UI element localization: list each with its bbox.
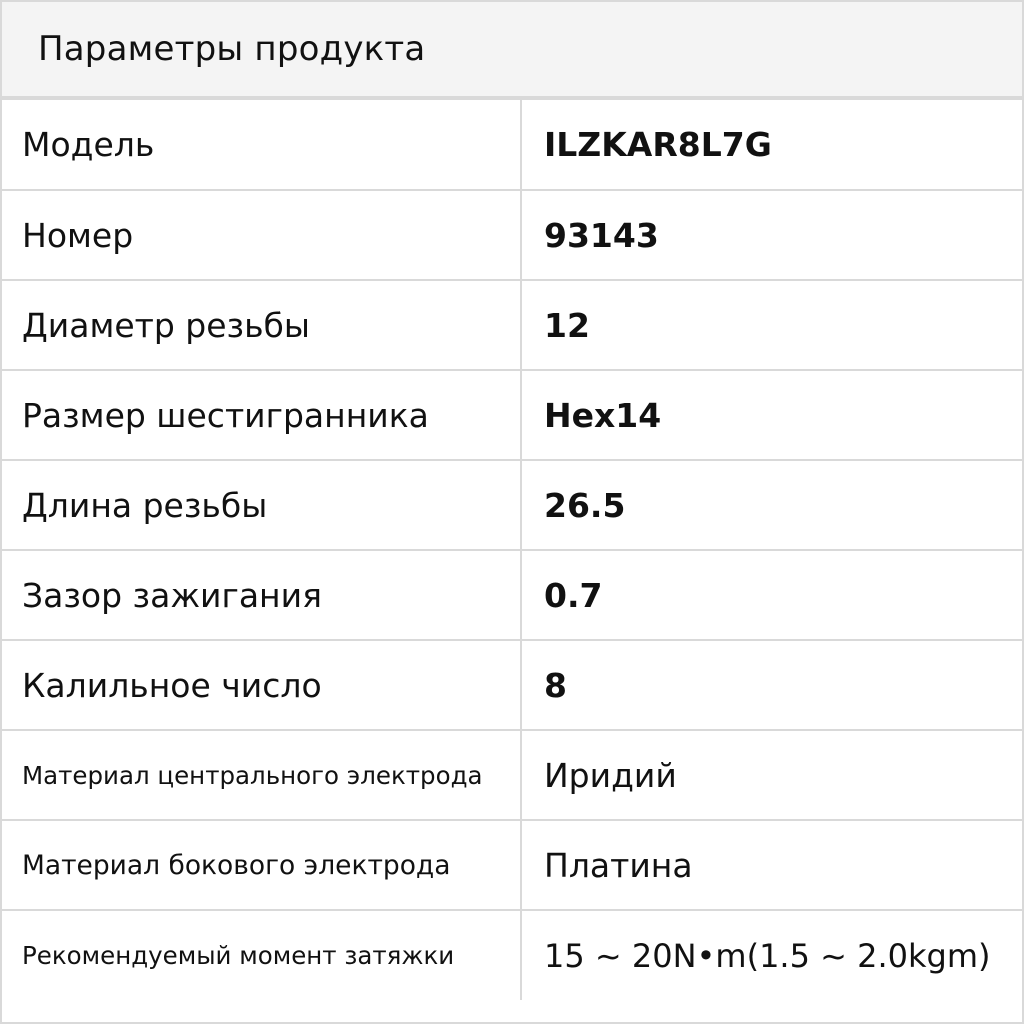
table-row-thread-diameter bbox=[2, 280, 1022, 370]
table-row-center-electrode bbox=[2, 730, 1022, 820]
row-value: 0.7 bbox=[544, 575, 603, 615]
row-value: Иридий bbox=[544, 755, 677, 795]
row-value: Hex14 bbox=[544, 395, 662, 435]
row-value-cell bbox=[521, 910, 1022, 1000]
table-row-heat-range bbox=[2, 640, 1022, 730]
row-label: Рекомендуемый момент затяжки bbox=[22, 941, 455, 970]
row-value-cell bbox=[521, 460, 1022, 550]
row-label-cell bbox=[2, 280, 521, 370]
row-value-cell bbox=[521, 280, 1022, 370]
row-label-cell bbox=[2, 100, 521, 190]
row-value: 12 bbox=[544, 305, 590, 345]
row-value: ILZKAR8L7G bbox=[544, 125, 772, 164]
panel-header bbox=[2, 2, 1022, 100]
table-row-spark-gap bbox=[2, 550, 1022, 640]
row-value-cell bbox=[521, 820, 1022, 910]
parameters-table bbox=[2, 100, 1022, 1000]
row-value: 26.5 bbox=[544, 485, 626, 525]
row-value: Платина bbox=[544, 845, 693, 885]
row-label: Модель bbox=[22, 125, 155, 164]
row-value-cell bbox=[521, 190, 1022, 280]
table-row-torque bbox=[2, 910, 1022, 1000]
row-label: Материал бокового электрода bbox=[22, 849, 451, 881]
row-label: Номер bbox=[22, 215, 134, 255]
panel-title: Параметры продукта bbox=[38, 29, 426, 69]
row-value-cell bbox=[521, 730, 1022, 820]
row-value: 8 bbox=[544, 665, 567, 705]
row-label: Калильное число bbox=[22, 665, 322, 705]
row-label: Материал центрального электрода bbox=[22, 760, 483, 790]
row-value-cell bbox=[521, 370, 1022, 460]
row-label: Диаметр резьбы bbox=[22, 305, 310, 345]
row-value-cell bbox=[521, 550, 1022, 640]
row-value-cell bbox=[521, 640, 1022, 730]
table-row-ground-electrode bbox=[2, 820, 1022, 910]
row-label-cell bbox=[2, 910, 521, 1000]
row-value-cell bbox=[521, 100, 1022, 190]
row-label: Длина резьбы bbox=[22, 485, 268, 525]
row-label: Размер шестигранника bbox=[22, 395, 429, 435]
table-row-thread-length bbox=[2, 460, 1022, 550]
row-label-cell bbox=[2, 730, 521, 820]
row-value: 93143 bbox=[544, 215, 659, 255]
table-row-model bbox=[2, 100, 1022, 190]
row-label-cell bbox=[2, 370, 521, 460]
row-label-cell bbox=[2, 640, 521, 730]
row-label-cell bbox=[2, 460, 521, 550]
table-row-hex-size bbox=[2, 370, 1022, 460]
table-row-number bbox=[2, 190, 1022, 280]
row-value: 15 ~ 20N•m(1.5 ~ 2.0kgm) bbox=[544, 936, 991, 975]
row-label-cell bbox=[2, 820, 521, 910]
row-label: Зазор зажигания bbox=[22, 575, 322, 615]
row-label-cell bbox=[2, 190, 521, 280]
row-label-cell bbox=[2, 550, 521, 640]
